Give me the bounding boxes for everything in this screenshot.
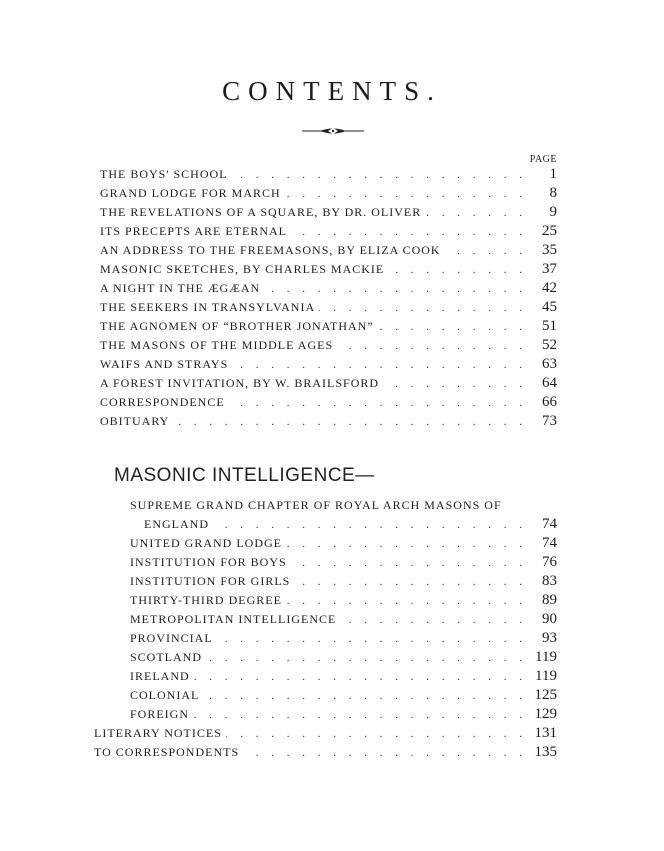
toc-entry-page: 42 bbox=[542, 280, 557, 296]
dot-leader bbox=[388, 261, 527, 280]
toc-entry-title: UNITED GRAND LODGE bbox=[130, 536, 282, 550]
dot-leader bbox=[286, 592, 527, 611]
dot-leader bbox=[206, 649, 527, 668]
toc-entry-title: METROPOLITAN INTELLIGENCE bbox=[130, 612, 337, 626]
dot-leader bbox=[285, 185, 527, 204]
toc-entry-page: 119 bbox=[535, 668, 557, 684]
dot-leader bbox=[217, 630, 527, 649]
page-column-header: PAGE bbox=[529, 154, 557, 165]
toc-entry-title: ITS PRECEPTS ARE ETERNAL bbox=[100, 224, 288, 238]
dot-leader bbox=[445, 242, 527, 261]
toc-entry-title: WAIFS AND STRAYS bbox=[100, 357, 229, 371]
toc-entry-foreign bbox=[130, 705, 557, 724]
toc-entry-thirty-third-degree bbox=[130, 591, 557, 610]
toc-entry-scotland bbox=[130, 648, 557, 667]
toc-entry-page: 37 bbox=[542, 261, 557, 277]
dot-leader bbox=[194, 668, 527, 687]
toc-entry-title: AN ADDRESS TO THE FREEMASONS, BY ELIZA COOK bbox=[100, 243, 441, 257]
toc-entry-waifs bbox=[100, 355, 557, 374]
toc-entry-title: FOREIGN bbox=[130, 707, 190, 721]
toc-entry-supreme-chapter bbox=[144, 515, 557, 534]
toc-entry-forest-invitation bbox=[100, 374, 557, 393]
toc-entry-provincial bbox=[130, 629, 557, 648]
toc-entry-title: ENGLAND bbox=[144, 517, 209, 531]
toc-entry-title: GRAND LODGE FOR MARCH bbox=[100, 186, 281, 200]
dot-leader bbox=[173, 413, 527, 432]
toc-entry-literary-notices bbox=[94, 724, 557, 743]
toc-entry-page: 83 bbox=[542, 573, 557, 589]
toc-entry-metropolitan bbox=[130, 610, 557, 629]
dot-leader bbox=[291, 554, 527, 573]
page-title: CONTENTS. bbox=[222, 76, 442, 106]
dot-leader bbox=[229, 394, 527, 413]
toc-entry-title: LITERARY NOTICES bbox=[94, 726, 222, 740]
toc-entry-page: 93 bbox=[542, 630, 557, 646]
toc-entry-page: 119 bbox=[535, 649, 557, 665]
toc-entry-title: SCOTLAND bbox=[130, 650, 203, 664]
toc-entry-page: 66 bbox=[542, 394, 557, 410]
toc-entry-page: 25 bbox=[542, 223, 557, 239]
toc-entry-title: CORRESPONDENCE bbox=[100, 395, 225, 409]
dot-leader bbox=[340, 611, 527, 630]
toc-entry-title: THIRTY-THIRD DEGREE bbox=[130, 593, 282, 607]
toc-entry-page: 64 bbox=[542, 375, 557, 391]
dot-leader bbox=[291, 223, 527, 242]
toc-entry-masons-middle-ages bbox=[100, 336, 557, 355]
dot-leader bbox=[232, 356, 527, 375]
dot-leader bbox=[286, 535, 527, 554]
toc-entry-grand-lodge bbox=[100, 184, 557, 203]
toc-entry-page: 63 bbox=[542, 356, 557, 372]
toc-entry-revelations bbox=[100, 203, 557, 222]
toc-entry-institution-girls bbox=[130, 572, 557, 591]
dot-leader bbox=[337, 337, 527, 356]
toc-entry-title: OBITUARY bbox=[100, 414, 170, 428]
dot-leader bbox=[425, 204, 527, 223]
dot-leader bbox=[203, 687, 527, 706]
dot-leader bbox=[383, 375, 527, 394]
toc-entry-masonic-sketches bbox=[100, 260, 557, 279]
toc-entry-supreme-chapter-line1: SUPREME GRAND CHAPTER OF ROYAL ARCH MASONS OF bbox=[130, 498, 502, 512]
toc-entry-page: 129 bbox=[534, 706, 557, 722]
toc-entry-title: THE MASONS OF THE MIDDLE AGES bbox=[100, 338, 334, 352]
toc-entry-precepts bbox=[100, 222, 557, 241]
toc-entry-colonial bbox=[130, 686, 557, 705]
toc-entry-page: 1 bbox=[549, 166, 557, 182]
toc-entry-page: 131 bbox=[534, 725, 557, 741]
toc-entry-to-correspondents bbox=[94, 743, 557, 762]
toc-entry-page: 51 bbox=[542, 318, 557, 334]
dot-leader bbox=[243, 744, 527, 763]
dot-leader bbox=[378, 318, 527, 337]
toc-entry-title: A NIGHT IN THE ÆGÆAN bbox=[100, 281, 261, 295]
toc-entry-title: COLONIAL bbox=[130, 688, 200, 702]
toc-entry-united-grand-lodge bbox=[130, 534, 557, 553]
section-heading-masonic-intelligence: MASONIC INTELLIGENCE— bbox=[114, 465, 375, 486]
toc-entry-night-aegean bbox=[100, 279, 557, 298]
toc-entry-title: TO CORRESPONDENTS bbox=[94, 745, 240, 759]
toc-entry-page: 8 bbox=[549, 185, 557, 201]
toc-entry-page: 9 bbox=[549, 204, 557, 220]
toc-entry-page: 125 bbox=[534, 687, 557, 703]
toc-entry-correspondence bbox=[100, 393, 557, 412]
toc-entry-title: THE SEEKERS IN TRANSYLVANIA bbox=[100, 300, 316, 314]
dot-leader bbox=[264, 280, 527, 299]
toc-entry-obituary bbox=[100, 412, 557, 431]
toc-entry-boys-school bbox=[100, 165, 557, 184]
dot-leader bbox=[294, 573, 527, 592]
toc-entry-title: A FOREST INVITATION, BY W. BRAILSFORD bbox=[100, 376, 380, 390]
toc-entry-page: 135 bbox=[534, 744, 557, 760]
toc-entry-page: 52 bbox=[542, 337, 557, 353]
toc-entry-page: 90 bbox=[542, 611, 557, 627]
toc-entry-title: THE REVELATIONS OF A SQUARE, BY DR. OLIVER bbox=[100, 205, 422, 219]
toc-entry-address bbox=[100, 241, 557, 260]
toc-entry-institution-boys bbox=[130, 553, 557, 572]
toc-entry-title: THE AGNOMEN OF “BROTHER JONATHAN” bbox=[100, 319, 374, 333]
dot-leader bbox=[226, 725, 527, 744]
toc-entry-title: THE BOYS' SCHOOL bbox=[100, 167, 228, 181]
toc-entry-page: 74 bbox=[542, 516, 557, 532]
toc-entry-page: 35 bbox=[542, 242, 557, 258]
toc-entry-page: 73 bbox=[542, 413, 557, 429]
toc-entry-seekers bbox=[100, 298, 557, 317]
toc-entry-title: INSTITUTION FOR BOYS bbox=[130, 555, 287, 569]
dot-leader bbox=[232, 166, 527, 185]
dot-leader bbox=[213, 516, 527, 535]
toc-entry-title: PROVINCIAL bbox=[130, 631, 213, 645]
toc-entry-agnomen bbox=[100, 317, 557, 336]
toc-entry-title: IRELAND bbox=[130, 669, 190, 683]
toc-entry-page: 76 bbox=[542, 554, 557, 570]
dot-leader bbox=[193, 706, 527, 725]
ornament-divider-icon bbox=[302, 124, 364, 138]
toc-entry-page: 74 bbox=[542, 535, 557, 551]
toc-entry-ireland bbox=[130, 667, 557, 686]
toc-entry-title: INSTITUTION FOR GIRLS bbox=[130, 574, 291, 588]
toc-entry-page: 45 bbox=[542, 299, 557, 315]
toc-entry-title: MASONIC SKETCHES, BY CHARLES MACKIE bbox=[100, 262, 385, 276]
toc-entry-page: 89 bbox=[542, 592, 557, 608]
dot-leader bbox=[319, 299, 527, 318]
